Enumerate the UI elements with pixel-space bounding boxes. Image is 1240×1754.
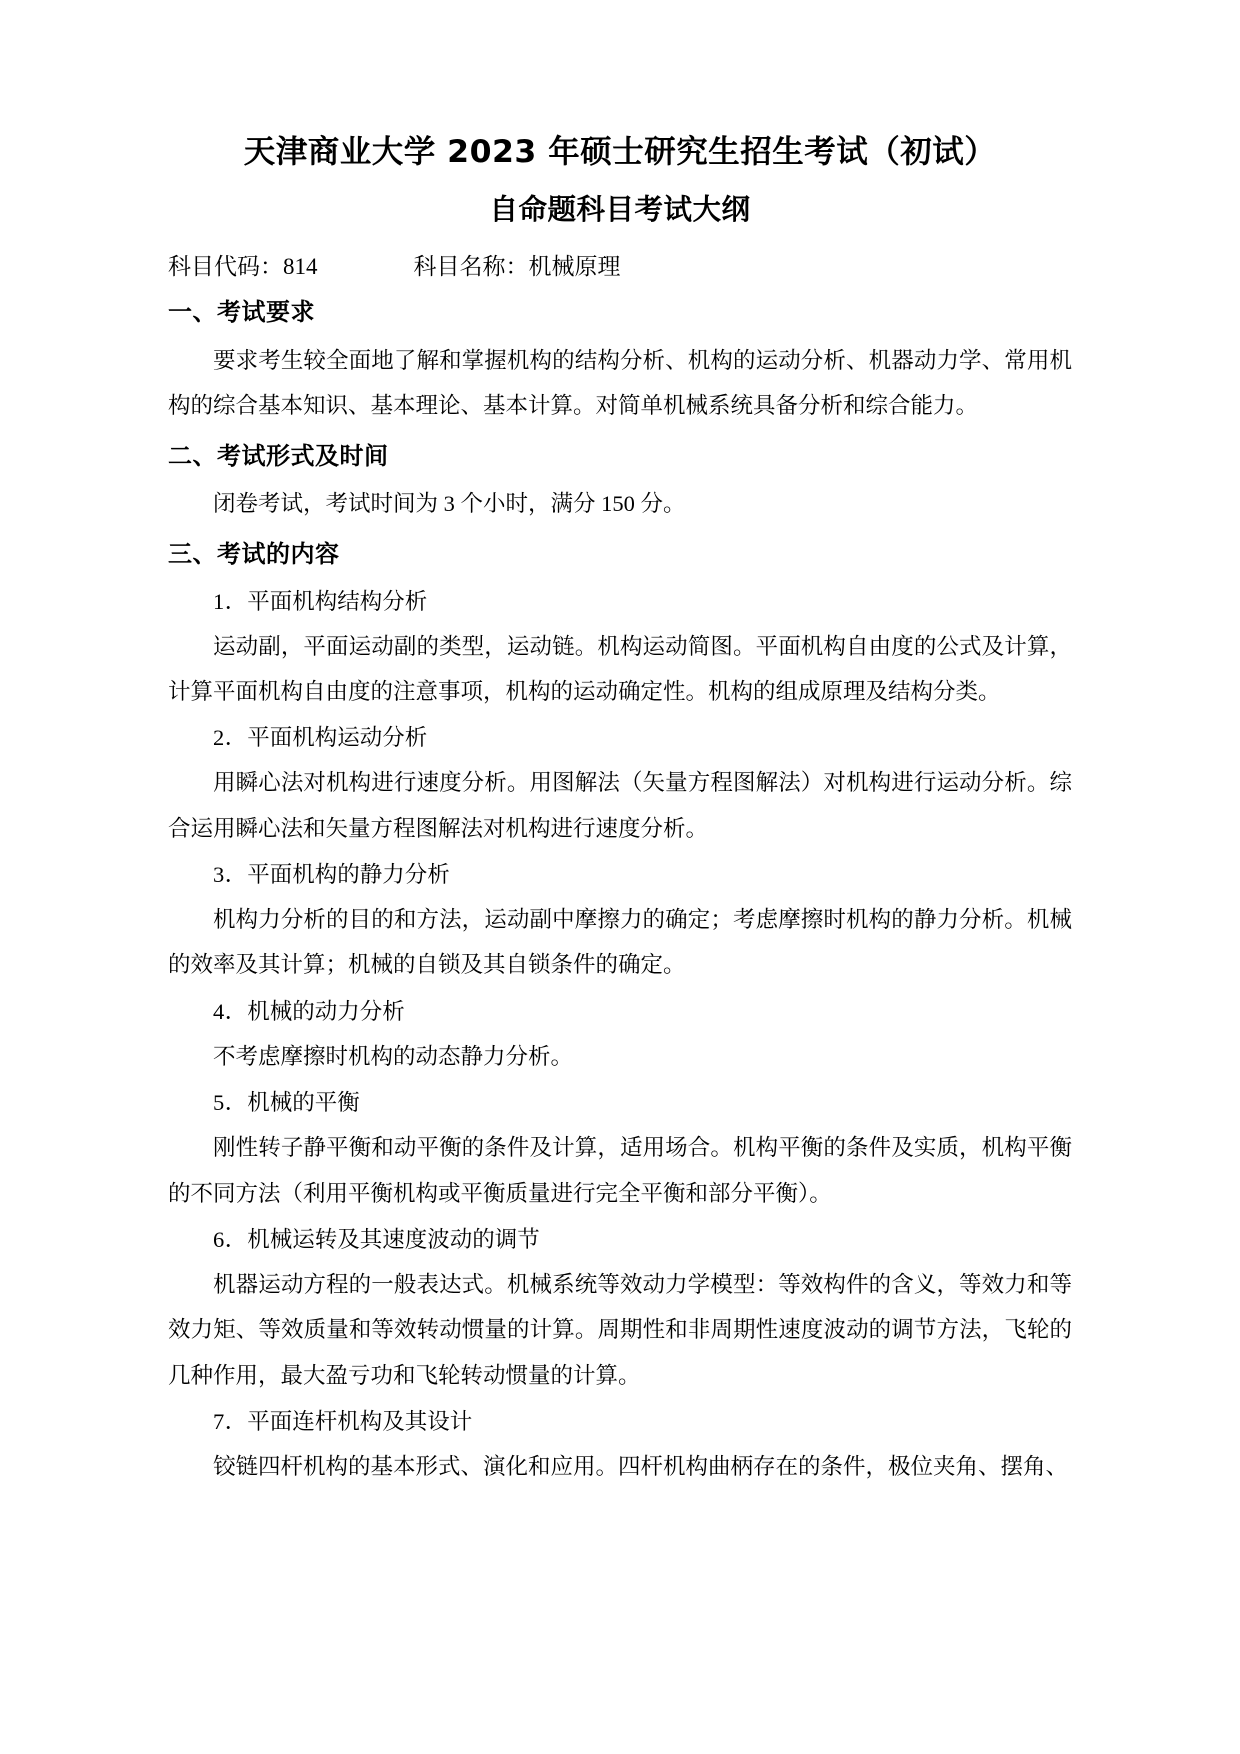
item-paragraph-7: 铰链四杆机构的基本形式、演化和应用。四杆机构曲柄存在的条件，极位夹角、摆角、: [213, 1454, 1069, 1480]
item-paragraph-3: 机构力分析的目的和方法，运动副中摩擦力的确定；考虑摩擦时机构的静力分析。机械的效率及其计算；机械的自锁及其自锁条件的确定。: [168, 907, 1072, 978]
subject-code: 科目代码：814: [168, 253, 318, 279]
section-heading-exam-requirements: 一、考试要求: [168, 297, 315, 326]
item-paragraph-2: 用瞬心法对机构进行速度分析。用图解法（矢量方程图解法）对机构进行运动分析。综合运用瞬心法和矢量方程图解法对机构进行速度分析。: [168, 770, 1072, 841]
section-paragraph-exam-format: 闭卷考试，考试时间为 3 个小时，满分 150 分。: [213, 491, 686, 517]
subject-name: 科目名称：机械原理: [413, 253, 621, 279]
item-paragraph-1: 运动副，平面运动副的类型，运动链。机构运动简图。平面机构自由度的公式及计算，计算平面机构自由度的注意事项，机构的运动确定性。机构的组成原理及结构分类。: [168, 633, 1072, 704]
subject-info-row: [168, 251, 1072, 283]
item-number-1: 1: [213, 588, 225, 614]
item-heading-1: 1．平面机构结构分析: [213, 588, 428, 614]
item-number-6: 6: [213, 1226, 225, 1252]
item-number-2: 2: [213, 725, 225, 751]
section-heading-exam-format: 二、考试形式及时间: [168, 441, 389, 470]
document-subtitle: 自命题科目考试大纲: [489, 193, 751, 227]
section-paragraph-exam-requirements: 要求考生较全面地了解和掌握机构的结构分析、机构的运动分析、机器动力学、常用机构的综合基本知识、基本理论、基本计算。对简单机械系统具备分析和综合能力。: [168, 347, 1072, 419]
item-title-6: 机械运转及其速度波动的调节: [247, 1226, 540, 1252]
document-content: [168, 132, 1072, 1491]
item-heading-7: 7．平面连杆机构及其设计: [213, 1409, 473, 1435]
item-number-5: 5: [213, 1090, 225, 1116]
item-paragraph-6: 机器运动方程的一般表达式。机械系统等效动力学模型：等效构件的含义，等效力和等效力矩、等效质量和等效转动惯量的计算。周期性和非周期性速度波动的调节方法，飞轮的几种作用，最大盈亏功和飞轮转动惯量的计算。: [168, 1271, 1072, 1388]
item-title-5: 机械的平衡: [247, 1090, 360, 1116]
item-heading-3: 3．平面机构的静力分析: [213, 862, 450, 888]
item-heading-6: 6．机械运转及其速度波动的调节: [213, 1226, 540, 1252]
item-title-4: 机械的动力分析: [247, 998, 405, 1024]
item-heading-4: 4．机械的动力分析: [213, 998, 405, 1024]
item-heading-5: 5．机械的平衡: [213, 1090, 360, 1116]
item-title-3: 平面机构的静力分析: [247, 862, 450, 888]
item-paragraph-5: 刚性转子静平衡和动平衡的条件及计算，适用场合。机构平衡的条件及实质，机构平衡的不同方法（利用平衡机构或平衡质量进行完全平衡和部分平衡）。: [168, 1135, 1072, 1206]
item-paragraph-4: 不考虑摩擦时机构的动态静力分析。: [213, 1043, 574, 1069]
item-heading-2: 2．平面机构运动分析: [213, 725, 428, 751]
item-title-1: 平面机构结构分析: [247, 588, 428, 614]
document-title: 天津商业大学 2023 年硕士研究生招生考试（初试）: [243, 134, 997, 170]
section-heading-exam-content: 三、考试的内容: [168, 539, 340, 568]
item-title-7: 平面连杆机构及其设计: [247, 1409, 473, 1435]
item-number-3: 3: [213, 862, 225, 888]
item-number-4: 4: [213, 998, 225, 1024]
item-number-7: 7: [213, 1409, 225, 1435]
item-title-2: 平面机构运动分析: [247, 725, 428, 751]
